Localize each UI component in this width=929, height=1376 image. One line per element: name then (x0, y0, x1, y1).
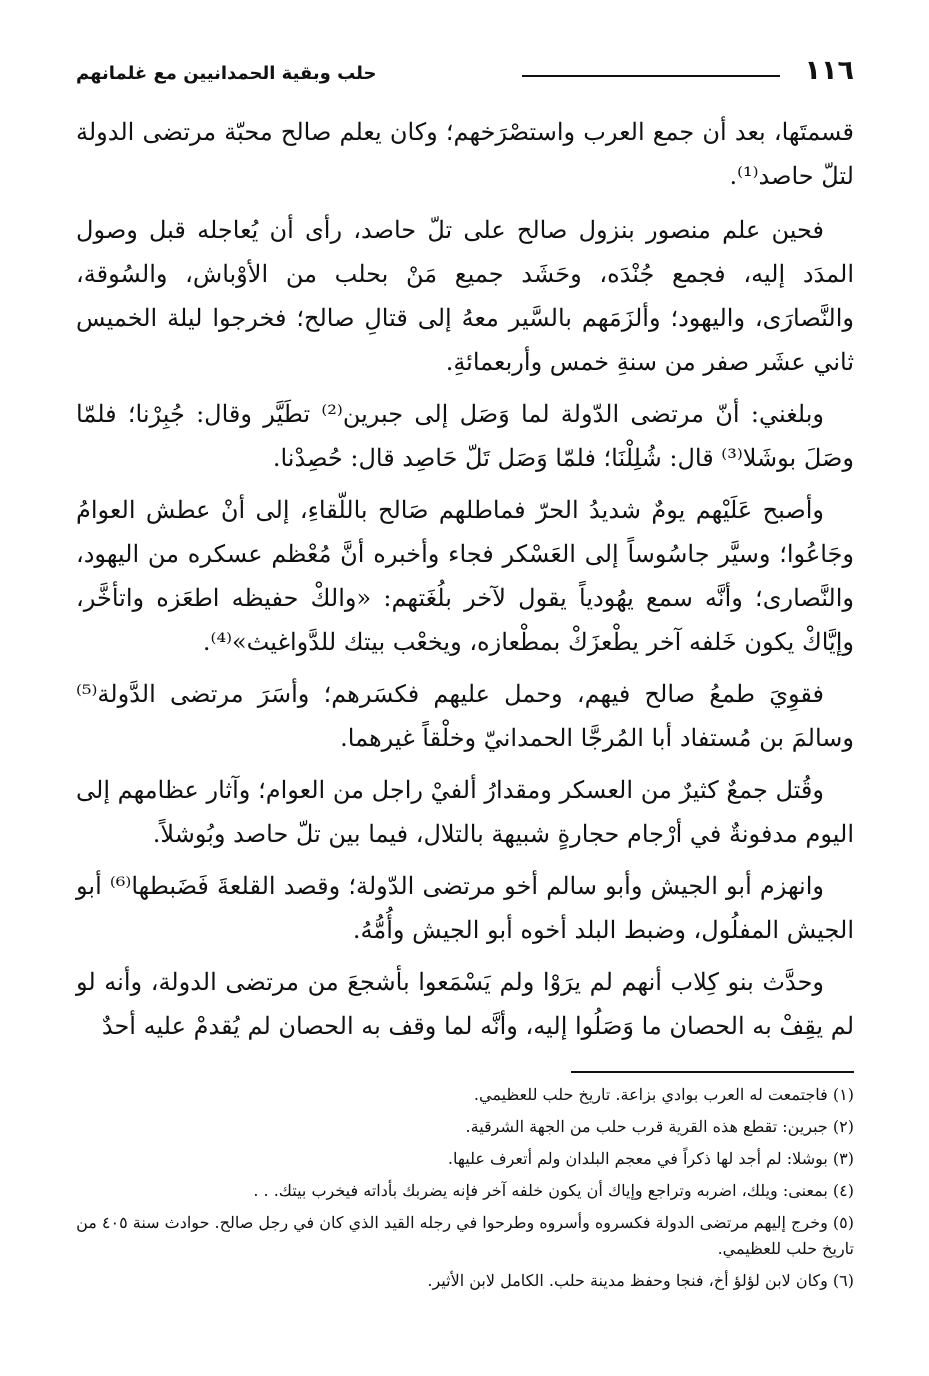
page-number: ١١٦ (804, 55, 854, 86)
footnote-5: (٥) وخرج إليهم مرتضى الدولة فكسروه وأسروه وطرحوا في رجله القيد الذي كان في رجل صالح. حوادث سنة ٤٠٥ من تاريخ حلب للعظيمي. (76, 1213, 854, 1258)
footnote-separator (571, 1071, 854, 1073)
paragraph-8: وحدَّث بنو كِلاب أنهم لم يرَوْا ولم يَسْمَعوا بأشجعَ من مرتضى الدولة، وأنه لو لم يقِفْ به الحصان ما وَصَلُوا إليه، وأنَّه لما وقف به الحصان لم يُقدمْ عليه أحدٌ (76, 968, 854, 1040)
paragraph-6: وقُتل جمعٌ كثيرٌ من العسكر ومقدارُ ألفيْ راجل من العوام؛ وآثار عظامهم إلى اليوم مدفونةٌ في أرْجام حجارةٍ شبيهة بالتلال، فيما بين تلّ حاصد وبُوشلاً. (76, 776, 854, 848)
footnotes (76, 1082, 854, 1300)
running-title: حلب وبقية الحمدانيين مع غلمانهم (76, 63, 377, 84)
footnote-6: (٦) وكان لابن لؤلؤ أخ، فنجا وحفظ مدينة حلب. الكامل لابن الأثير. (427, 1271, 854, 1290)
header-rule (522, 75, 780, 77)
paragraph-5: فقوِيَ طمعُ صالح فيهم، وحمل عليهم فكسَرهم؛ وأسَرَ مرتضى الدَّولة⁽⁵⁾ وسالمَ بن مُستفاد أبا المُرجَّا الحمدانيّ وخلْقاً غيرهما. (76, 680, 854, 752)
footnote-3: (٣) بوشلا: لم أجد لها ذكراً في معجم البلدان ولم أتعرف عليها. (447, 1149, 854, 1168)
paragraph-4: وأصبح عَلَيْهم يومٌ شديدُ الحرّ فماطلهم صَالح باللّقاءِ، إلى أنْ عطش العوامُ وجَاعُوا؛ وسيَّر جاسُوساً إلى العَسْكر فجاء وأخبره أنَّ مُعْظم عسكره من اليهود، والنَّصارى؛ وأنَّه سمع يهُودياً يقول لآخر بلُغَتهم: «والكْ حفيظه اطعَزه واتأخَّر، وإيَّاكْ يكون خَلفه آخر يطْعزَكْ بمطْعازه، ويخعْب بيتك للدَّواغيث»⁽⁴⁾. (76, 496, 855, 656)
footnote-4: (٤) بمعنى: ويلك، اضربه وتراجع وإياك أن يكون خلفه آخر فإنه يضربك بأداته فيخرب بيتك. . . (253, 1181, 854, 1200)
page-header (76, 56, 854, 96)
paragraph-2: فحين علم منصور بنزول صالح على تلّ حاصد، رأى أن يُعاجله قبل وصول المدَد إليه، فجمع جُنْدَه، وحَشَد جميع مَنْ بحلب من الأوْباش، والسُوقة، والنَّصارَى، واليهود؛ وألزَمَهم بالسَّير معهُ إلى قتالِ صالح؛ فخرجوا ليلة الخميس ثاني عشَر صفر من سنةِ خمس وأربعمائةِ. (76, 216, 854, 376)
paragraph-1: قسمتَها، بعد أن جمع العرب واستصْرَخهم؛ وكان يعلم صالح محبّة مرتضى الدولة لتلّ حاصد⁽¹⁾. (76, 118, 854, 190)
paragraph-3: وبلغني: أنّ مرتضى الدّولة لما وَصَل إلى جبرين⁽²⁾ تطَيَّر وقال: جُبِرْنا؛ فلمّا وصَلَ بوشَلا⁽³⁾ قال: شُلِلْنَا؛ فلمّا وَصَل تَلّ حَاصِد قال: حُصِدْنا. (76, 400, 854, 472)
main-text (76, 110, 854, 1056)
footnote-1: (١) فاجتمعت له العرب بوادي بزاعة. تاريخ حلب للعظيمي. (473, 1085, 854, 1104)
footnote-2: (٢) جبرين: تقطع هذه القرية قرب حلب من الجهة الشرقية. (465, 1117, 854, 1136)
paragraph-7: وانهزم أبو الجيش وأبو سالم أخو مرتضى الدّولة؛ وقصد القلعةَ فَضَبطها⁽⁶⁾ أبو الجيش المفلُول، وضبط البلد أخوه أبو الجيش وأُمُّهُ. (76, 872, 854, 944)
